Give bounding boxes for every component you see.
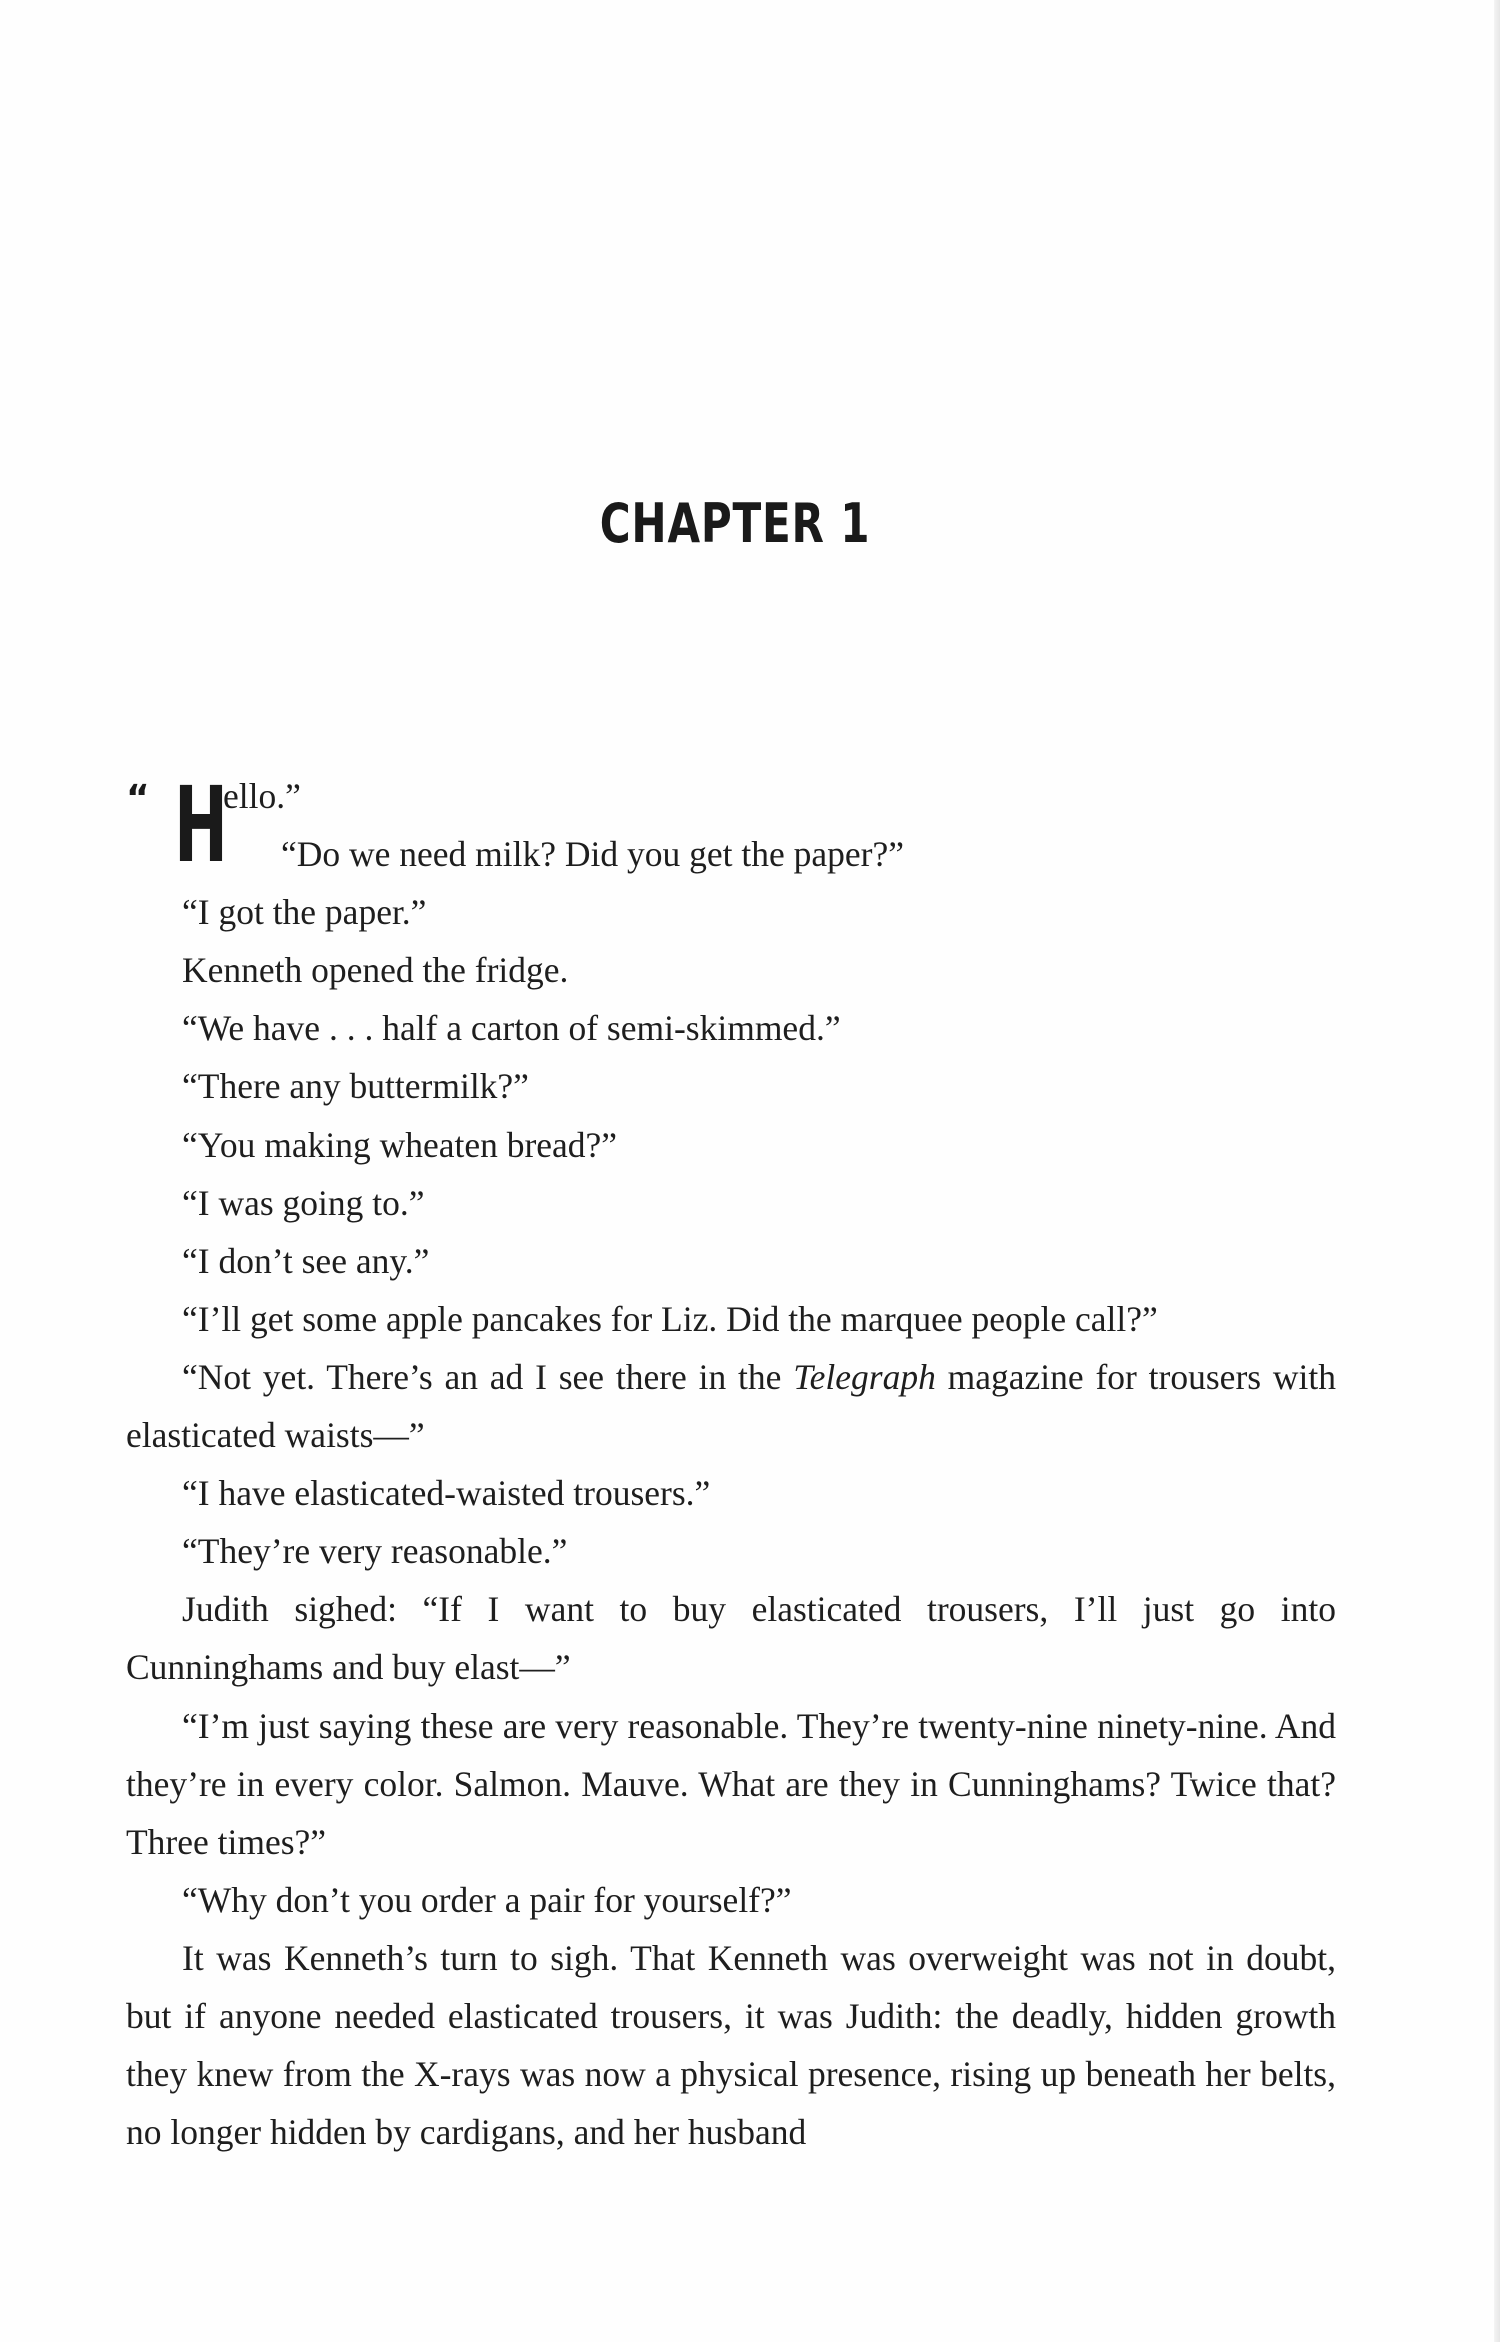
- paragraph: Judith sighed: “If I want to buy elasticated trousers, I’ll just go into Cunninghams and buy elast—”: [126, 1589, 1336, 1688]
- paragraph: “Why don’t you order a pair for yourself?”: [182, 1879, 792, 1920]
- paragraph: It was Kenneth’s turn to sigh. That Kenneth was overweight was not in doubt, but if anyone needed elasticated trousers, it was Judith: the deadly, hidden growth they knew from the X-rays was now a physical presence, rising up beneath her belts, no longer hidden by cardigans, and her husband: [126, 1937, 1336, 2153]
- chapter-heading: CHAPTER 1: [599, 492, 871, 555]
- page-edge-shadow: [1494, 0, 1500, 2342]
- paragraph-text: magazine for trousers with elasticated waists—”: [126, 1356, 1336, 1456]
- drop-cap-open-quote: “: [126, 778, 150, 819]
- paragraph: “I’m just saying these are very reasonable. They’re twenty-nine ninety-nine. And they’re in every color. Salmon. Mauve. What are they in Cunninghams? Twice that? Three times?”: [126, 1705, 1336, 1862]
- paragraph: “I’ll get some apple pancakes for Liz. Did the marquee people call?”: [182, 1298, 1158, 1339]
- paragraph: Kenneth opened the fridge.: [182, 950, 569, 991]
- paragraph: “You making wheaten bread?”: [182, 1124, 618, 1165]
- italic-publication-title: Telegraph: [793, 1356, 936, 1397]
- body-text: [126, 764, 1336, 2161]
- opening-line-text: ello.”: [223, 776, 301, 816]
- paragraph: “I was going to.”: [182, 1182, 425, 1223]
- paragraph-text: “Not yet. There’s an ad I see there in the: [182, 1356, 794, 1397]
- paragraph: “They’re very reasonable.”: [182, 1531, 568, 1572]
- paragraph: “I got the paper.”: [182, 892, 427, 933]
- paragraph: “There any buttermilk?”: [182, 1066, 529, 1107]
- paragraph-with-italic: [126, 1348, 1336, 1464]
- paragraph: “Do we need milk? Did you get the paper?”: [281, 834, 904, 875]
- drop-cap-letter: H: [174, 764, 228, 886]
- paragraph: “I don’t see any.”: [182, 1240, 430, 1281]
- paragraph: “We have . . . half a carton of semi-skimmed.”: [182, 1008, 841, 1049]
- paragraph: “I have elasticated-waisted trousers.”: [182, 1473, 711, 1514]
